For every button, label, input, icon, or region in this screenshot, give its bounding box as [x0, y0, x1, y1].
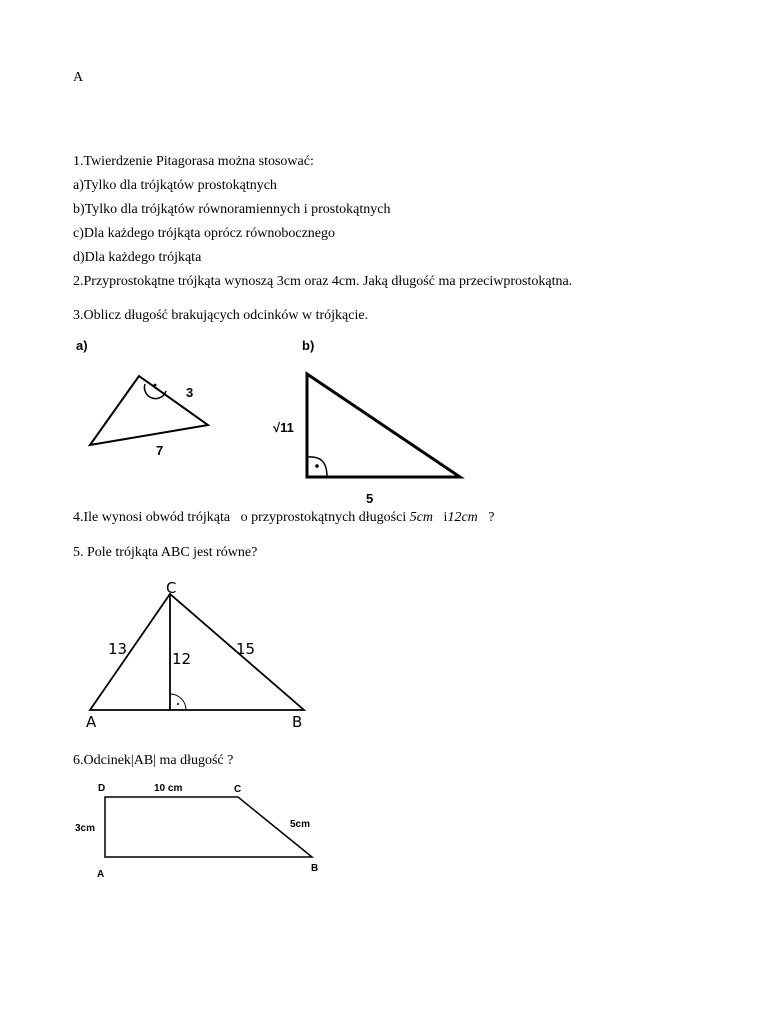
q3a-side-long: 7 [156, 443, 164, 458]
q3b-side-vertical: √11 [273, 420, 294, 435]
q6-trapezoid-figure [70, 777, 330, 882]
q3b-right-angle-dot [315, 464, 319, 468]
q5-right-angle-mark [170, 694, 186, 710]
q6-side-ad: 3cm [75, 823, 96, 834]
q4-mid: i [433, 510, 448, 525]
q3b-side-base: 5 [366, 491, 374, 506]
q6-vertex-d: D [98, 783, 106, 794]
variant-label: A [73, 70, 84, 85]
q5-side-ac: 13 [108, 640, 128, 658]
q4-question [73, 510, 494, 526]
q5-vertex-a: A [86, 713, 97, 731]
q5-triangle-figure [80, 578, 320, 738]
q5-question: 5. Pole trójkąta ABC jest równe? [73, 545, 258, 560]
q3a-side-short: 3 [186, 385, 194, 400]
q6-vertex-a: A [97, 869, 105, 880]
q1-option-b: b)Tylko dla trójkątów równoramiennych i prostokątnych [73, 202, 391, 217]
q3b-label: b) [302, 338, 315, 353]
q1-option-a: a)Tylko dla trójkątów prostokątnych [73, 178, 277, 193]
q2-question: 2.Przyprostokątne trójkąta wynoszą 3cm oraz 4cm. Jaką długość ma przeciwprostokątna. [73, 274, 573, 289]
q3b-triangle-figure [270, 335, 470, 505]
q6-side-dc: 10 cm [154, 783, 183, 794]
q1-option-c: c)Dla każdego trójkąta oprócz równobocznego [73, 226, 335, 241]
q6-question: 6.Odcinek|AB| ma długość ? [73, 753, 234, 768]
q1-option-d: d)Dla każdego trójkąta [73, 250, 202, 265]
q6-trapezoid [105, 797, 312, 857]
q6-side-bc: 5cm [290, 819, 311, 830]
q3a-triangle-figure [70, 335, 250, 465]
q3a-label: a) [76, 338, 88, 353]
q1-question: 1.Twierdzenie Pitagorasa można stosować: [73, 154, 314, 169]
q3a-right-angle-dot [154, 384, 157, 387]
q3b-triangle [307, 374, 460, 477]
q5-vertex-b: B [292, 713, 303, 731]
q6-vertex-c: C [234, 784, 242, 795]
q5-side-bc: 15 [236, 640, 256, 658]
q5-vertex-c: C [166, 579, 177, 597]
q4-prefix: 4.Ile wynosi obwód trójkąta o przyprostokątnych długości [73, 510, 410, 525]
q4-value-2: 12cm [447, 510, 478, 525]
q5-height: 12 [172, 650, 192, 668]
q4-suffix: ? [477, 510, 495, 525]
q6-vertex-b: B [311, 863, 319, 874]
q5-right-angle-dot [177, 703, 179, 705]
q3-question: 3.Oblicz długość brakujących odcinków w trójkącie. [73, 308, 369, 323]
q4-value-1: 5cm [409, 510, 434, 525]
